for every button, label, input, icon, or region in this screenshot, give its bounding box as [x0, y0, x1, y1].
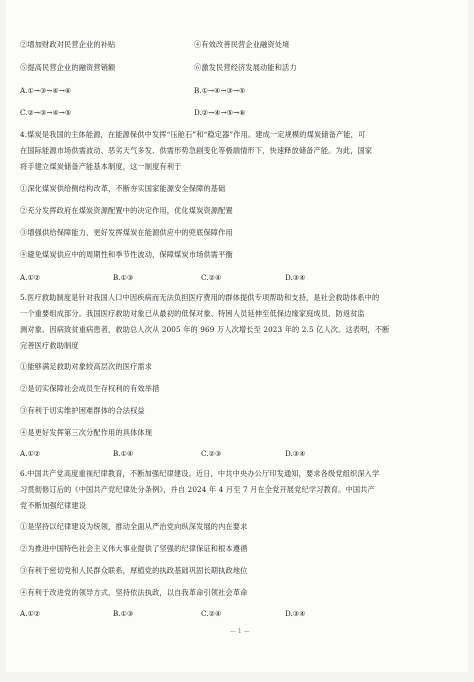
q6-choice-b[interactable]: B.①③ — [113, 609, 134, 618]
q6-stem-line-2: 习贯彻修订后的《中国共产党纪律处分条例》，并自 2024 年 4 月至 7 月在全党开展党纪学习教育。中国共产 — [20, 485, 375, 494]
q6-choice-d[interactable]: D.③④ — [285, 609, 306, 618]
q5-item-2: ②是切实保障社会成员生存权利的有效举措 — [20, 384, 160, 393]
q4-choice-d[interactable]: D.③④ — [285, 273, 306, 282]
prev-choice-c[interactable]: C.②→③→④→⑤ — [20, 108, 72, 117]
q4-item-2: ②充分发挥政府在煤炭资源配置中的决定作用，优化煤炭资源配置 — [20, 206, 233, 215]
q4-stem-line-3: 将手建立煤炭储备产能基本制度，这一制度有利于 — [20, 162, 182, 171]
q6-choice-a[interactable]: A.①② — [20, 609, 41, 618]
q4-choice-b[interactable]: B.①③ — [113, 273, 134, 282]
q5-item-4: ④是更好发挥第三次分配作用的具体体现 — [20, 428, 153, 437]
q5-choice-c[interactable]: C.②③ — [201, 449, 222, 458]
q6-item-1: ①是坚持以纪律建设为统领，推动全面从严治党向纵深发展的内在要求 — [20, 522, 248, 531]
prev-choice-b[interactable]: B.①→④→③→⑤ — [194, 86, 246, 95]
q6-item-3: ③有利于密切党和人民群众联系，厚植党的执政基础巩固长期执政地位 — [20, 566, 248, 575]
q5-stem-line-2: 一个重要组成部分。我国医疗救助对象已从最初的低保对象、特困人员延伸至低保边缘家庭成员、防返贫监 — [20, 309, 365, 318]
q6-stem-line-3: 党不断加强纪律建设 — [20, 501, 87, 510]
q5-item-3: ③有利于切实维护困难群体的合法权益 — [20, 406, 145, 415]
prev-item-2: ②增加财政对民营企业的补贴 — [20, 40, 116, 49]
prev-choice-a[interactable]: A.①→③→④→⑥ — [20, 86, 72, 95]
q5-stem-line-3: 测对象、因病致贫重病患者，救助总人次从 2005 年的 969 万人次增长至 2023 年的 2.5 亿人次。这表明，不断 — [20, 325, 390, 334]
prev-item-6: ⑥激发民营经济发展动能和活力 — [194, 63, 297, 72]
q4-choice-a[interactable]: A.①② — [20, 273, 41, 282]
q4-choice-c[interactable]: C.②④ — [201, 273, 222, 282]
prev-choice-d[interactable]: D.②→④→⑤→⑥ — [194, 108, 246, 117]
prev-item-4: ④有效改善民营企业融资处境 — [194, 40, 290, 49]
q6-choice-c[interactable]: C.②④ — [201, 609, 222, 618]
exam-page — [6, 0, 468, 672]
q4-item-4: ④避免煤炭供应中的周期性和季节性波动，保障煤炭市场供需平衡 — [20, 250, 233, 259]
q6-stem-line-1: 6.中国共产党高度重视纪律教育，不断加强纪律建设。近日，中共中央办公厅印发通知，要求各级党组织深入学 — [20, 469, 380, 478]
q5-item-1: ①能够满足救助对象较高层次的医疗需求 — [20, 362, 153, 371]
q5-choice-d[interactable]: D.③④ — [285, 449, 306, 458]
q4-stem-line-2: 在国际能源市场供需波动、恶劣天气多发、供需形势急剧变化等极端情形下，快速释放储备产能。为此，国家 — [20, 146, 373, 155]
q5-stem-line-1: 5.医疗救助制度是针对我国人口中因疾病而无法负担医疗费用的群体提供专项帮助和支持，是社会救助体系中的 — [20, 293, 380, 302]
q5-choice-b[interactable]: B.①④ — [113, 449, 134, 458]
q6-item-4: ④有利于改进党的领导方式，坚持依法执政，以自我革命引领社会革命 — [20, 588, 248, 597]
q5-stem-line-4: 完善医疗救助制度 — [20, 341, 79, 350]
q5-choice-a[interactable]: A.①② — [20, 449, 41, 458]
q6-item-2: ②为推进中国特色社会主义伟大事业提供了坚强的纪律保证和根本遵循 — [20, 544, 248, 553]
prev-item-5: ⑤提高民营企业的融资营销额 — [20, 63, 116, 72]
q4-item-3: ③增强供给保障能力、更好发挥煤炭在能源供应中的兜底保障作用 — [20, 228, 233, 237]
page-number: — 1 — — [230, 628, 250, 635]
q4-item-1: ①深化煤炭供给侧结构改革，不断夯实国家能源安全保障的基础 — [20, 184, 226, 193]
q4-stem-line-1: 4.煤炭是我国的主体能源，在能源保供中发挥“压舱石”和“稳定器”作用。建成一定规模的煤炭储备产能，可 — [20, 130, 366, 139]
